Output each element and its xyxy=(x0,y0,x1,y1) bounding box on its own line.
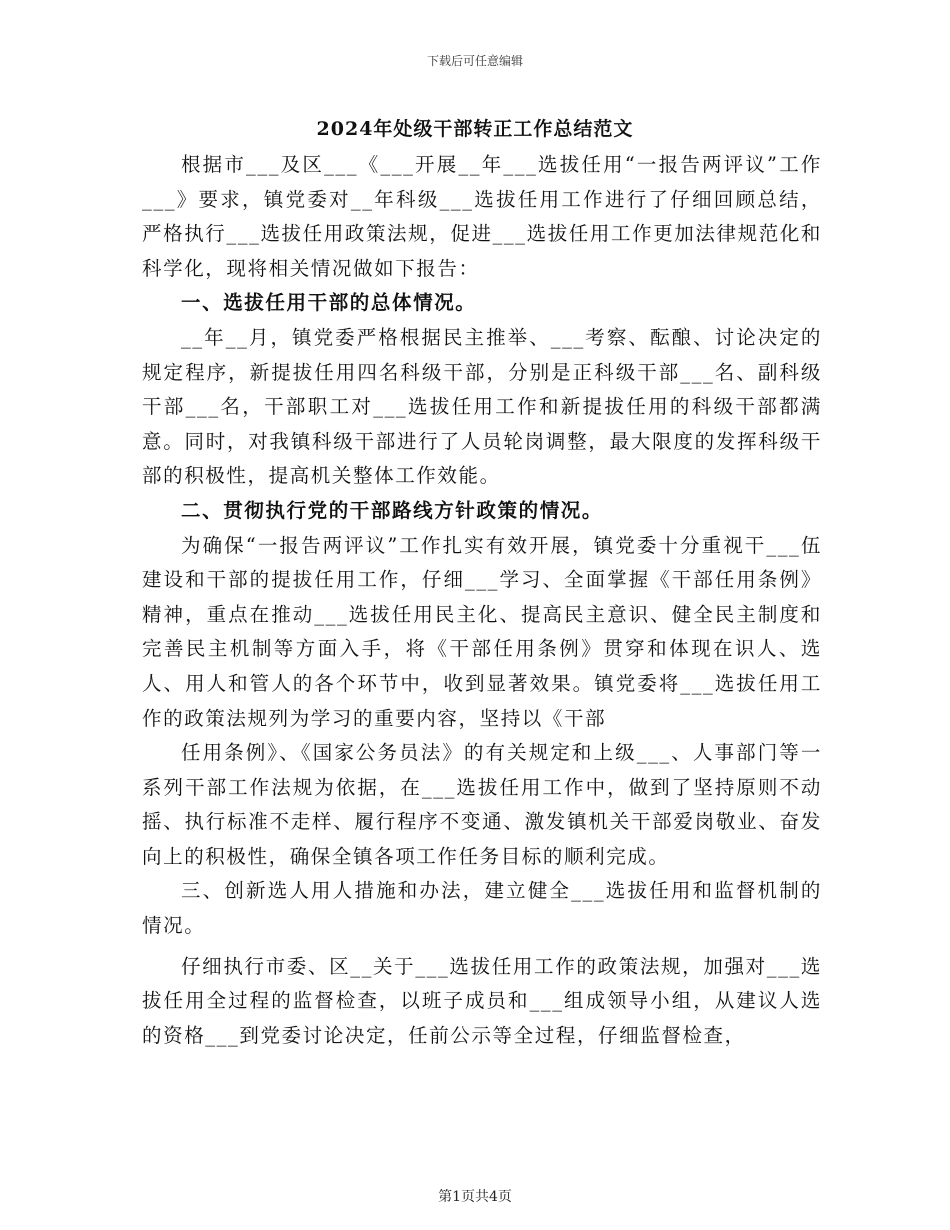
section-heading-3: 三、创新选人用人措施和办法，建立健全___选拔任用和监督机制的情况。 xyxy=(142,879,822,938)
paragraph-intro: 根据市___及区___《___开展__年___选拔任用“一报告两评议”工作___》要求，镇党委对__年科级___选拔任用工作进行了仔细回顾总结，严格执行___选拔任用政策法规，促进___选拔任用工作更加法律规范化和科学化，现将相关情况做如下报告： xyxy=(142,153,823,280)
section-heading-1: 一、选拔任用干部的总体情况。 xyxy=(181,291,477,315)
section-heading-2: 二、贯彻执行党的干部路线方针政策的情况。 xyxy=(181,498,604,522)
document-body xyxy=(142,148,822,1053)
page-footer: 第1页共4页 xyxy=(438,1189,512,1205)
paragraph-section-2b: 任用条例》、《国家公务员法》的有关规定和上级___、人事部门等一系列干部工作法规为依据，在___选拔任用工作中，做到了坚持原则不动摇、执行标准不走样、履行程序不变通、激发镇机关干部爱岗敬业、奋发向上的积极性，确保全镇各项工作任务目标的顺利完成。 xyxy=(142,741,822,868)
header-note: 下载后可任意编辑 xyxy=(426,54,523,68)
paragraph-section-2a: 为确保“一报告两评议”工作扎实有效开展，镇党委十分重视干___伍建设和干部的提拔任用工作，仔细___学习、全面掌握《干部任用条例》精神，重点在推动___选拔任用民主化、提高民主意识、健全民主制度和完善民主机制等方面入手，将《干部任用条例》贯穿和体现在识人、选人、用人和管人的各个环节中，收到显著效果。镇党委将___选拔任用工作的政策法规列为学习的重要内容，坚持以《干部 xyxy=(142,533,822,730)
document-title: 2024年处级干部转正工作总结范文 xyxy=(316,118,634,140)
paragraph-section-3: 仔细执行市委、区__关于___选拔任用工作的政策法规，加强对___选拔任用全过程的监督检查，以班子成员和___组成领导小组，从建议人选的资格___到党委讨论决定，任前公示等全过程，仔细监督检查， xyxy=(142,954,822,1047)
paragraph-section-1: __年__月，镇党委严格根据民主推举、___考察、酝酿、讨论决定的规定程序，新提拔任用四名科级干部，分别是正科级干部___名、副科级干部___名，干部职工对___选拔任用工作和新提拔任用的科级干部都满意。同时，对我镇科级干部进行了人员轮岗调整，最大限度的发挥科级干部的积极性，提高机关整体工作效能。 xyxy=(142,325,822,488)
